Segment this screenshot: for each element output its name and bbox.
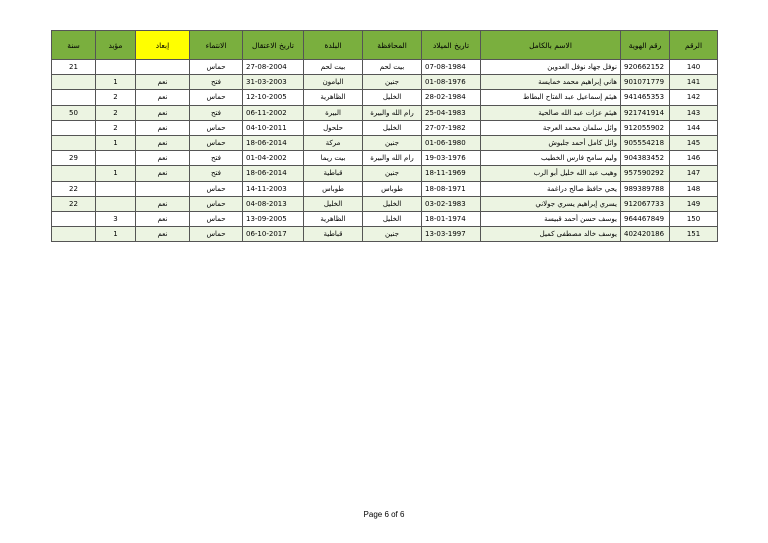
header-governorate: المحافظة	[363, 31, 422, 60]
cell-reenlist	[136, 181, 190, 196]
header-affiliation: الانتماء	[190, 31, 243, 60]
cell-id: 905554218	[621, 135, 670, 150]
header-years: سنة	[52, 31, 96, 60]
cell-birth: 19-03-1976	[422, 151, 481, 166]
cell-id: 964467849	[621, 211, 670, 226]
cell-years	[52, 166, 96, 181]
cell-arrest: 06-11-2002	[243, 105, 304, 120]
cell-town: قباطية	[304, 166, 363, 181]
table-row	[52, 75, 718, 90]
cell-governorate: جنين	[363, 166, 422, 181]
cell-birth: 18-11-1969	[422, 166, 481, 181]
cell-name: نوفل جهاد نوفل العدوين	[481, 60, 621, 75]
cell-id: 904383452	[621, 151, 670, 166]
cell-mueabad: 2	[96, 90, 136, 105]
cell-affiliation: فتح	[190, 166, 243, 181]
cell-town: طوباس	[304, 181, 363, 196]
cell-town: الخليل	[304, 196, 363, 211]
cell-arrest: 31-03-2003	[243, 75, 304, 90]
cell-arrest: 04-10-2011	[243, 120, 304, 135]
cell-num: 140	[670, 60, 718, 75]
cell-name: يوسف حسن أحمد قبيسة	[481, 211, 621, 226]
cell-arrest: 01-04-2002	[243, 151, 304, 166]
cell-governorate: جنين	[363, 75, 422, 90]
cell-governorate: رام الله والبيرة	[363, 105, 422, 120]
header-birth: تاريخ الميلاد	[422, 31, 481, 60]
cell-mueabad: 1	[96, 166, 136, 181]
cell-arrest: 14-11-2003	[243, 181, 304, 196]
cell-affiliation: فتح	[190, 75, 243, 90]
cell-name: يحي حافظ صالح دراغمة	[481, 181, 621, 196]
cell-governorate: بيت لحم	[363, 60, 422, 75]
cell-birth: 27-07-1982	[422, 120, 481, 135]
header-reenlist: إبعاد	[136, 31, 190, 60]
cell-town: حلحول	[304, 120, 363, 135]
cell-arrest: 18-06-2014	[243, 166, 304, 181]
header-name: الاسم بالكامل	[481, 31, 621, 60]
cell-id: 941465353	[621, 90, 670, 105]
header-mueabad: مؤبد	[96, 31, 136, 60]
cell-years	[52, 90, 96, 105]
table-row	[52, 166, 718, 181]
cell-years: 21	[52, 60, 96, 75]
cell-town: اليامون	[304, 75, 363, 90]
cell-birth: 18-01-1974	[422, 211, 481, 226]
header-arrest: تاريخ الاعتقال	[243, 31, 304, 60]
cell-reenlist: نعم	[136, 196, 190, 211]
cell-reenlist: نعم	[136, 151, 190, 166]
cell-arrest: 13-09-2005	[243, 211, 304, 226]
header-row	[52, 31, 718, 60]
cell-mueabad	[96, 181, 136, 196]
table-row	[52, 90, 718, 105]
cell-affiliation: حماس	[190, 196, 243, 211]
cell-id: 920662152	[621, 60, 670, 75]
cell-reenlist: نعم	[136, 227, 190, 242]
cell-birth: 25-04-1983	[422, 105, 481, 120]
cell-affiliation: حماس	[190, 181, 243, 196]
cell-birth: 13-03-1997	[422, 227, 481, 242]
cell-affiliation: حماس	[190, 60, 243, 75]
cell-reenlist: نعم	[136, 120, 190, 135]
cell-num: 147	[670, 166, 718, 181]
cell-name: هيثم إسماعيل عبد الفتاح البطاط	[481, 90, 621, 105]
cell-id: 402420186	[621, 227, 670, 242]
cell-years	[52, 211, 96, 226]
cell-id: 989389788	[621, 181, 670, 196]
cell-governorate: جنين	[363, 227, 422, 242]
cell-reenlist: نعم	[136, 166, 190, 181]
cell-num: 142	[670, 90, 718, 105]
cell-id: 901071779	[621, 75, 670, 90]
header-num: الرقم	[670, 31, 718, 60]
cell-mueabad: 2	[96, 105, 136, 120]
cell-reenlist: نعم	[136, 90, 190, 105]
cell-town: بيت ريما	[304, 151, 363, 166]
cell-mueabad: 1	[96, 135, 136, 150]
table-row	[52, 120, 718, 135]
cell-town: الظاهرية	[304, 90, 363, 105]
cell-arrest: 18-06-2014	[243, 135, 304, 150]
prisoners-table	[51, 30, 718, 242]
cell-governorate: رام الله والبيرة	[363, 151, 422, 166]
cell-mueabad	[96, 60, 136, 75]
cell-name: وائل كامل أحمد جلبوش	[481, 135, 621, 150]
cell-birth: 03-02-1983	[422, 196, 481, 211]
cell-town: البيرة	[304, 105, 363, 120]
cell-years	[52, 120, 96, 135]
table-row	[52, 60, 718, 75]
cell-arrest: 06-10-2017	[243, 227, 304, 242]
cell-num: 146	[670, 151, 718, 166]
cell-town: بيت لحم	[304, 60, 363, 75]
cell-town: الظاهرية	[304, 211, 363, 226]
cell-affiliation: فتح	[190, 105, 243, 120]
table-row	[52, 196, 718, 211]
header-id: رقم الهوية	[621, 31, 670, 60]
table-row	[52, 181, 718, 196]
cell-governorate: الخليل	[363, 196, 422, 211]
cell-arrest: 27-08-2004	[243, 60, 304, 75]
cell-years: 50	[52, 105, 96, 120]
cell-id: 921741914	[621, 105, 670, 120]
cell-years: 29	[52, 151, 96, 166]
cell-num: 141	[670, 75, 718, 90]
page-number: Page 6 of 6	[363, 510, 405, 519]
table-row	[52, 227, 718, 242]
cell-years: 22	[52, 196, 96, 211]
cell-id: 912067733	[621, 196, 670, 211]
cell-affiliation: حماس	[190, 135, 243, 150]
cell-arrest: 04-08-2013	[243, 196, 304, 211]
cell-birth: 28-02-1984	[422, 90, 481, 105]
cell-years	[52, 227, 96, 242]
cell-affiliation: حماس	[190, 227, 243, 242]
cell-town: قباطية	[304, 227, 363, 242]
cell-name: هاني إبراهيم محمد خمايسة	[481, 75, 621, 90]
cell-reenlist: نعم	[136, 105, 190, 120]
cell-affiliation: حماس	[190, 90, 243, 105]
cell-birth: 07-08-1984	[422, 60, 481, 75]
cell-governorate: الخليل	[363, 211, 422, 226]
cell-mueabad: 1	[96, 227, 136, 242]
cell-reenlist: نعم	[136, 135, 190, 150]
table-row	[52, 151, 718, 166]
cell-town: مركة	[304, 135, 363, 150]
cell-name: وهيب عبد الله خليل أبو الرب	[481, 166, 621, 181]
table-row	[52, 211, 718, 226]
cell-governorate: طوباس	[363, 181, 422, 196]
cell-num: 143	[670, 105, 718, 120]
cell-years	[52, 75, 96, 90]
cell-name: يسري إبراهيم يسري جولاني	[481, 196, 621, 211]
cell-num: 144	[670, 120, 718, 135]
cell-name: وائل سلمان محمد العرجة	[481, 120, 621, 135]
cell-num: 149	[670, 196, 718, 211]
cell-mueabad: 2	[96, 120, 136, 135]
cell-affiliation: حماس	[190, 211, 243, 226]
cell-num: 150	[670, 211, 718, 226]
cell-reenlist	[136, 60, 190, 75]
cell-birth: 01-08-1976	[422, 75, 481, 90]
cell-years: 22	[52, 181, 96, 196]
cell-affiliation: فتح	[190, 151, 243, 166]
cell-name: هيثم عزات عبد الله صالحية	[481, 105, 621, 120]
cell-id: 957590292	[621, 166, 670, 181]
cell-affiliation: حماس	[190, 120, 243, 135]
cell-mueabad: 1	[96, 75, 136, 90]
cell-arrest: 12-10-2005	[243, 90, 304, 105]
cell-name: وليم سامح فارس الخطيب	[481, 151, 621, 166]
cell-num: 151	[670, 227, 718, 242]
cell-id: 912055902	[621, 120, 670, 135]
cell-num: 145	[670, 135, 718, 150]
table-row	[52, 135, 718, 150]
table-row	[52, 105, 718, 120]
cell-reenlist: نعم	[136, 211, 190, 226]
cell-mueabad	[96, 151, 136, 166]
cell-years	[52, 135, 96, 150]
cell-mueabad: 3	[96, 211, 136, 226]
table-body	[52, 60, 718, 242]
cell-governorate: الخليل	[363, 90, 422, 105]
cell-governorate: جنين	[363, 135, 422, 150]
header-town: البلدة	[304, 31, 363, 60]
cell-name: يوسف خالد مصطفى كميل	[481, 227, 621, 242]
cell-num: 148	[670, 181, 718, 196]
cell-reenlist: نعم	[136, 75, 190, 90]
cell-mueabad	[96, 196, 136, 211]
cell-birth: 18-08-1971	[422, 181, 481, 196]
cell-governorate: الخليل	[363, 120, 422, 135]
cell-birth: 01-06-1980	[422, 135, 481, 150]
